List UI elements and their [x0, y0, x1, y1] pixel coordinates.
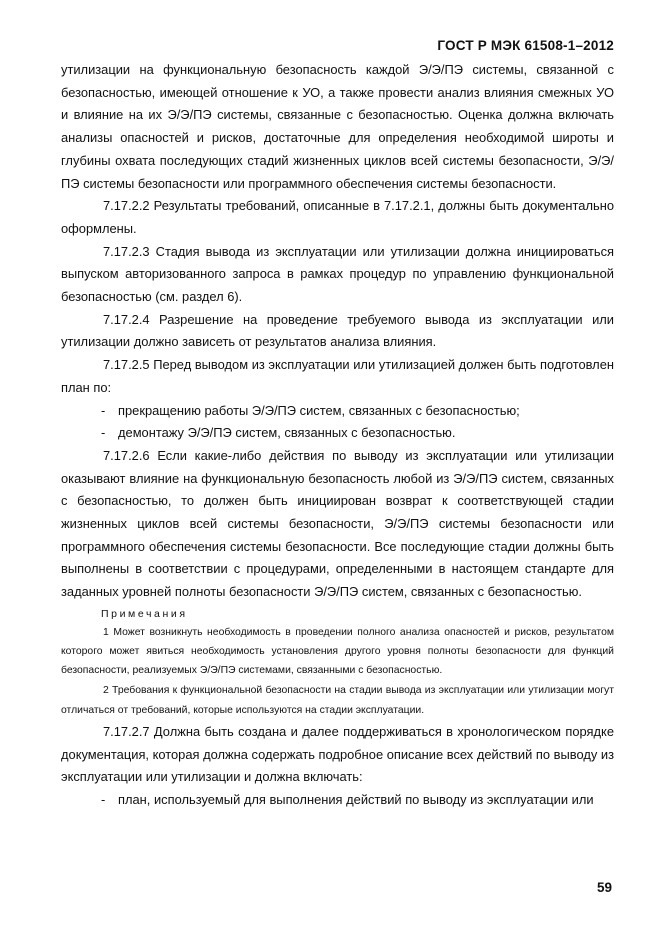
list-item [61, 789, 614, 812]
paragraph-7-17-2-6: 7.17.2.6 Если какие-либо действия по выводу из эксплуатации или утилизации оказывают влияние на функциональную безопасность любой из Э/Э/ПЭ систем, связанных с безопасностью, то должен быть инициирован возврат к соответствующей стадии жизненных циклов всей системы безопасности, Э/Э/ПЭ системы безопасности или программного обеспечения системы безопасности. Все последующие стадии должны быть выполнены в соответствии с процедурами, определенными в настоящем стандарте для заданных уровней полноты безопасности Э/Э/ПЭ систем, связанных с безопасностью. [61, 447, 614, 600]
list-dash: - [101, 402, 106, 418]
paragraph-7-17-2-4: 7.17.2.4 Разрешение на проведение требуемого вывода из эксплуатации или утилизации должно зависеть от результатов анализа влияния. [61, 311, 614, 350]
list-dash: - [101, 792, 106, 807]
paragraph-7-17-2-7: 7.17.2.7 Должна быть создана и далее поддерживаться в хронологическом порядке документация, которая должна содержать подробное описание всех действий по выводу из эксплуатации или утилизации и должна включать: [61, 723, 614, 785]
list-item-text: демонтажу Э/Э/ПЭ систем, связанных с безопасностью. [118, 425, 456, 441]
paragraph-7-17-2-3: 7.17.2.3 Стадия вывода из эксплуатации или утилизации должна инициироваться выпуском авторизованного запроса в рамках процедур по управлению функциональной безопасностью (см. раздел 6). [61, 243, 614, 305]
document-header: ГОСТ Р МЭК 61508-1–2012 [437, 38, 614, 53]
list-item-text: план, используемый для выполнения действий по выводу из эксплуатации или [118, 792, 594, 807]
list-item [61, 400, 614, 423]
page-number: 59 [596, 880, 612, 895]
list-item-text: прекращению работы Э/Э/ПЭ систем, связанных с безопасностью; [118, 402, 520, 418]
document-body [61, 59, 614, 812]
paragraph-7-17-2-2: 7.17.2.2 Результаты требований, описанные в 7.17.2.1, должны быть документально оформлены. [61, 198, 614, 236]
paragraph-7-17-2-5: 7.17.2.5 Перед выводом из эксплуатации или утилизацией должен быть подготовлен план по: [61, 357, 614, 395]
paragraph-continuation: утилизации на функциональную безопасность каждой Э/Э/ПЭ системы, связанной с безопасностью, имеющей отношение к УО, а также провести анализ влияния смежных УО и влияние на их Э/Э/ПЭ системы, связанные с безопасностью. Оценка должна включать анализы опасностей и рисков, достаточные для определения необходимой широты и глубины охвата последующих стадий жизненных циклов всей системы безопасности, Э/Э/ПЭ системы безопасности или программного обеспечения системы безопасности. [61, 62, 614, 191]
notes-title: Примечания [101, 607, 188, 620]
note-1: 1 Может возникнуть необходимость в проведении полного анализа опасностей и рисков, результатом которого может явиться необходимость установления другого уровня полноты безопасности для функций безопасности, реализуемых Э/Э/ПЭ системами, связанными с безопасностью. [61, 626, 614, 677]
list-dash: - [101, 425, 106, 441]
list-item [61, 422, 614, 445]
note-2: 2 Требования к функциональной безопасности на стадии вывода из эксплуатации или утилизации могут отличаться от требований, которые используются на стадии эксплуатации. [61, 685, 614, 716]
